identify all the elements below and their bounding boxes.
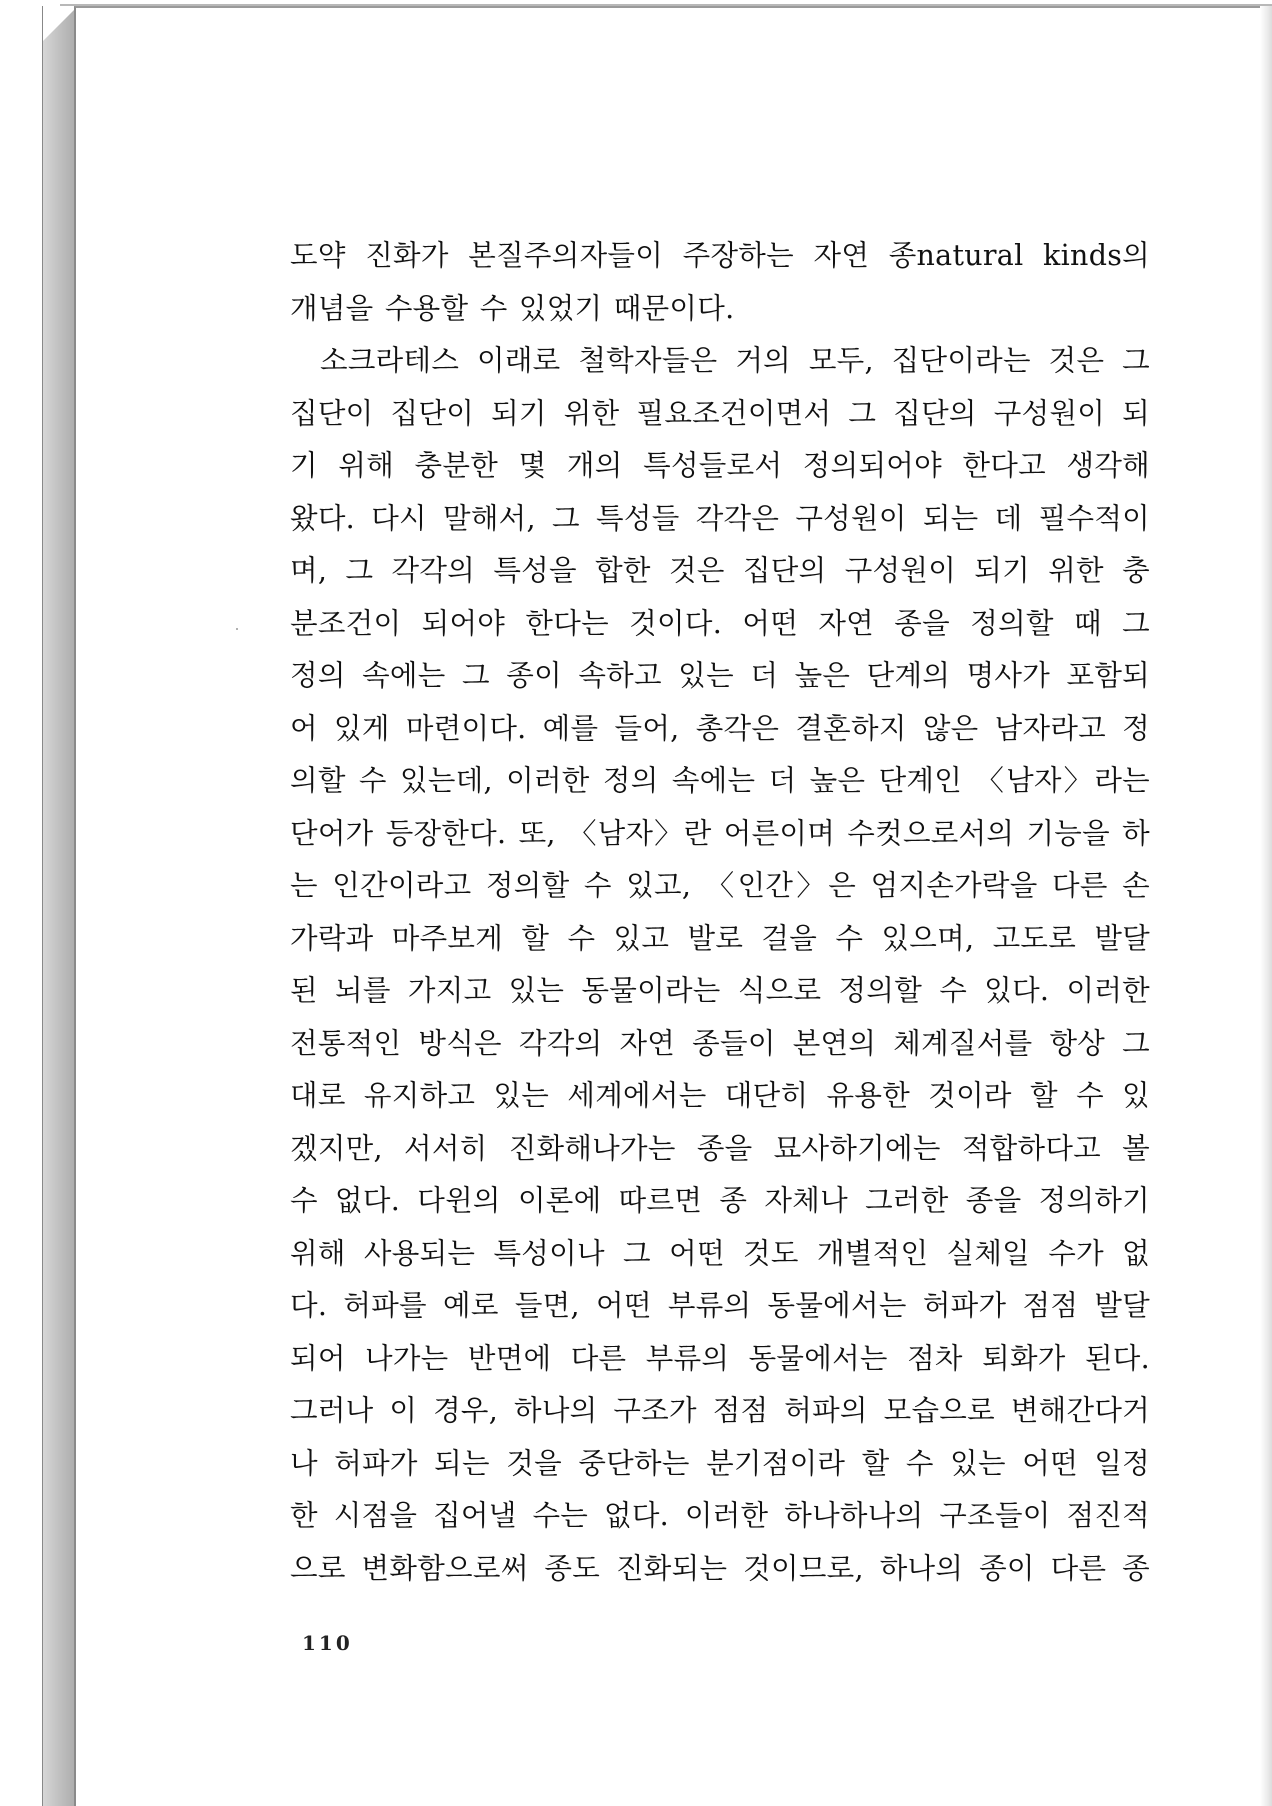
text-line: 한 시점을 집어낼 수는 없다. 이러한 하나하나의 구조들이 점진적 (290, 1499, 1150, 1532)
text-line: 개념을 수용할 수 있었기 때문이다. (290, 291, 735, 325)
page-stack-edge-line (42, 6, 43, 1806)
page-stack-edge (42, 6, 78, 1806)
text-line: 그러나 이 경우, 하나의 구조가 점점 허파의 모습으로 변해간다거 (290, 1394, 1150, 1427)
text-line: 되어 나가는 반면에 다른 부류의 동물에서는 점차 퇴화가 된다. (290, 1341, 1150, 1375)
text-line: 된 뇌를 가지고 있는 동물이라는 식으로 정의할 수 있다. 이러한 (290, 974, 1150, 1007)
text-line: 소크라테스 이래로 철학자들은 거의 모두, 집단이라는 것은 그 (320, 344, 1150, 377)
text-line: 도약 진화가 본질주의자들이 주장하는 자연 종natural kinds의 (290, 239, 1150, 272)
text-line: 겠지만, 서서히 진화해나가는 종을 묘사하기에는 적합하다고 볼 (290, 1131, 1150, 1165)
text-line: 왔다. 다시 말해서, 그 특성들 각각은 구성원이 되는 데 필수적이 (290, 501, 1150, 535)
page-number: 110 (302, 1631, 353, 1655)
text-line: 정의 속에는 그 종이 속하고 있는 더 높은 단계의 명사가 포함되 (290, 659, 1150, 692)
text-line: 전통적인 방식은 각각의 자연 종들이 본연의 체계질서를 항상 그 (290, 1026, 1150, 1060)
scan-speck (236, 628, 238, 630)
text-line: 어 있게 마련이다. 예를 들어, 총각은 결혼하지 않은 남자라고 정 (290, 711, 1150, 745)
text-line: 대로 유지하고 있는 세계에서는 대단히 유용한 것이라 할 수 있 (290, 1079, 1150, 1112)
text-line: 며, 그 각각의 특성을 합한 것은 집단의 구성원이 되기 위한 충 (290, 554, 1150, 587)
text-line: 나 허파가 되는 것을 중단하는 분기점이라 할 수 있는 어떤 일정 (290, 1446, 1150, 1480)
text-line: 는 인간이라고 정의할 수 있고, 〈인간〉은 엄지손가락을 다른 손 (290, 869, 1150, 902)
text-line: 기 위해 충분한 몇 개의 특성들로서 정의되어야 한다고 생각해 (290, 449, 1150, 482)
text-line: 의할 수 있는데, 이러한 정의 속에는 더 높은 단계인 〈남자〉라는 (290, 764, 1150, 797)
text-line: 분조건이 되어야 한다는 것이다. 어떤 자연 종을 정의할 때 그 (290, 606, 1150, 640)
text-line: 다. 허파를 예로 들면, 어떤 부류의 동물에서는 허파가 점점 발달 (290, 1289, 1150, 1322)
text-line: 수 없다. 다윈의 이론에 따르면 종 자체나 그러한 종을 정의하기 (290, 1184, 1150, 1217)
text-line: 으로 변화함으로써 종도 진화되는 것이므로, 하나의 종이 다른 종 (290, 1551, 1150, 1585)
text-line: 위해 사용되는 특성이나 그 어떤 것도 개별적인 실체일 수가 없 (290, 1236, 1150, 1270)
text-line: 집단이 집단이 되기 위한 필요조건이면서 그 집단의 구성원이 되 (290, 396, 1150, 430)
page-right-shadow (1260, 6, 1272, 1806)
text-line: 가락과 마주보게 할 수 있고 발로 걸을 수 있으며, 고도로 발달 (290, 921, 1150, 955)
body-text (290, 230, 1150, 1595)
text-line: 단어가 등장한다. 또, 〈남자〉란 어른이며 수컷으로서의 기능을 하 (290, 816, 1150, 850)
